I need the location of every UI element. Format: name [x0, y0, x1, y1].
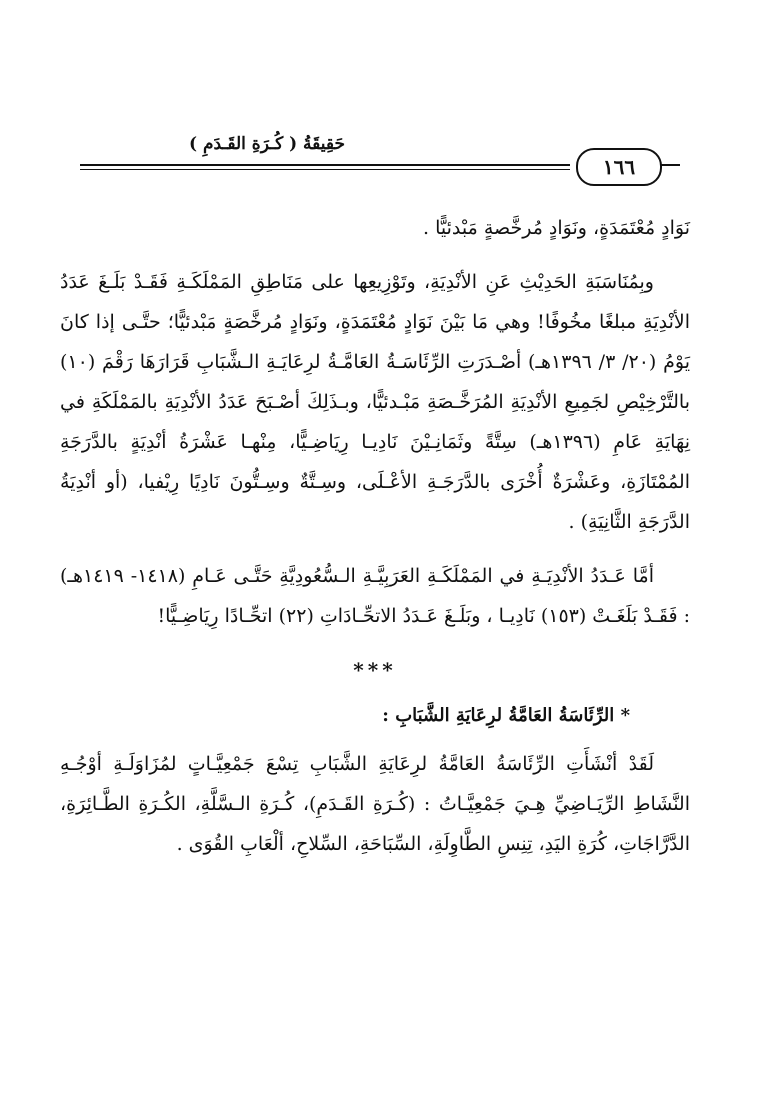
- paragraph-3: أمَّا عَـدَدُ الأنْدِيَـةِ في المَمْلَكَـةِ العَرَبِيَّـةِ الـسُّعُودِيَّةِ حَتَّـى عَـامِ (١٤١٨- ١٤١٩هـ) : فَقَـدْ بَلَغَـتْ (١٥٣) نَادِيـا ، وبَلَـغَ عَـدَدُ الاتحِّـادَاتِ (٢٢) اتحِّـادًا رِيَاضِـيًّا!: [60, 565, 690, 627]
- header-rule: [80, 164, 570, 166]
- page-body: [60, 208, 690, 864]
- header-rule-tail: [660, 164, 680, 166]
- section-heading-text: الرِّئَاسَةُ العَامَّةُ لرِعَايَةِ الشَّبَابِ :: [382, 705, 615, 726]
- paragraph-4: لَقَدْ أنْشَأَتِ الرِّئَاسَةُ العَامَّةُ لرِعَايَةِ الشَّبَابِ تِسْعَ جَمْعِيَّـاتٍ لمُزَاوَلَـةِ أوْجُـهِ النَّشَاطِ الرِّيَـاضِيِّ هِـيَ جَمْعِيَّـاتُ : (كُـرَةِ القَـدَمِ)، كُـرَةِ الـسَّلَّةِ، الكُـرَةِ الطَّـائِرَةِ، الدَّرَّاجَاتِ، كُرَةِ اليَدِ، تِنِسِ الطَّاوِلَةِ، السِّبَاحَةِ، السِّلاحِ، ألْعَابِ القُوَى .: [60, 753, 690, 855]
- paragraph-gap: [60, 542, 690, 556]
- section-separator: ***: [353, 658, 397, 682]
- paragraph-gap: [60, 736, 690, 744]
- running-title: حَقِيقَةُ ( كُـرَةِ القَـدَمِ ): [188, 134, 345, 154]
- paragraph-2: وبِمُنَاسَبَةِ الحَدِيْثِ عَنِ الأنْدِيَةِ، وتَوْزِيعِها على مَنَاطِقِ المَمْلَكَـةِ فَقَـدْ بَلَـغَ عَدَدُ الأنْدِيَةِ مبلغًا مخُوفًا! وهي مَا بَيْنَ نَوَادٍ مُعْتَمَدَةٍ، ونَوَادٍ مُرخَّصَةٍ مَبْدئيًّا؛ حتَّـى إذا كانَ يَوْمُ (٢٠/ ٣/ ١٣٩٦هـ) أصْـدَرَتِ الرِّئَاسَـةُ العَامَّـةُ لرِعَايَـةِ الـشَّبَابِ قَرَارَهَا رَقْمَ (١٠) بالتَّرْخِيْصِ لجَمِيعِ الأنْدِيَةِ المُرَخَّـصَةِ مَبْـدئيًّا، وبـذَلِكَ أصْـبَحَ عَدَدُ الأنْدِيَةِ بالمَمْلَكَةِ في نِهَايَةِ عَامِ (١٣٩٦هـ) سِتَّةً وثَمَانِـيْنَ نَادِيـا رِيَاضِـيًّا، مِنْهـا عَشْرَةُ أنْدِيَةٍ بالدَّرَجَةِ المُمْتَازَةِ، وعَشْرَةٌ أُخْرَى بالدَّرَجَـةِ الأعْـلَى، وسِـتَّةٌ وسِـتُّونَ نَادِيًا رِيْفيا، (أو أنْدِيَةُ الدَّرَجَةِ الثَّانِيَةِ) .: [60, 271, 690, 533]
- paragraph-1: نَوَادٍ مُعْتَمَدَةٍ، ونَوَادٍ مُرخَّصةٍ مَبْدئيًّا .: [423, 217, 690, 239]
- page-number: ١٦٦: [576, 148, 662, 186]
- header-rule-thin: [80, 169, 570, 170]
- heading-star: *: [620, 705, 630, 726]
- section-heading: [60, 696, 690, 736]
- page-header: [80, 128, 680, 188]
- paragraph-gap: [60, 248, 690, 262]
